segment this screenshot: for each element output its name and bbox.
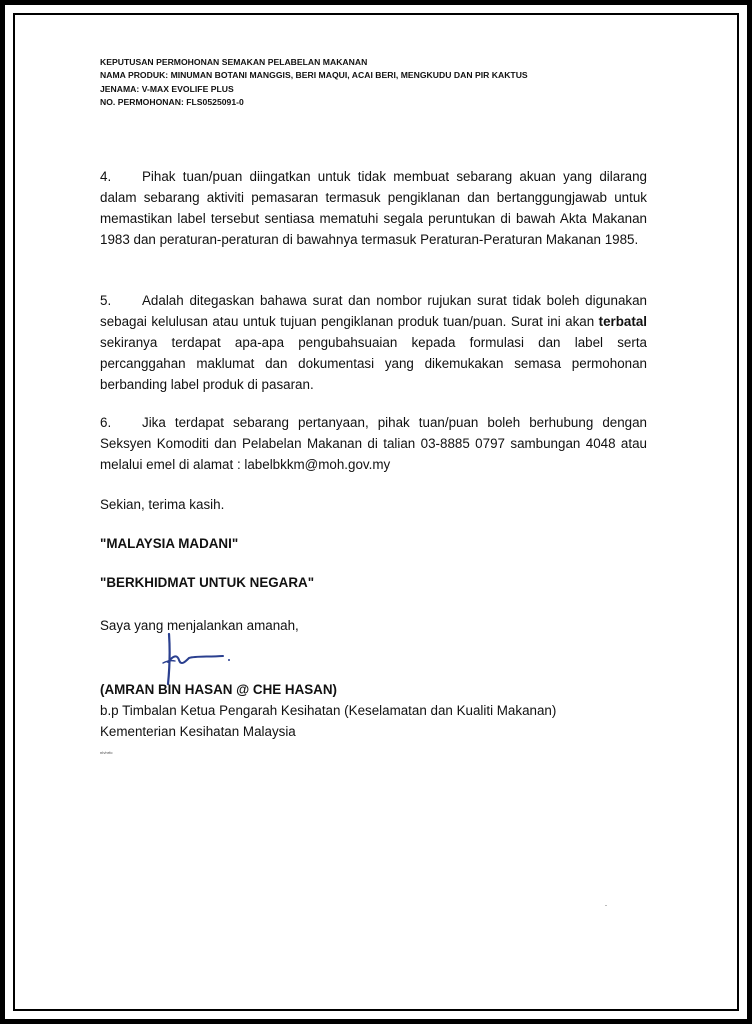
paragraph-5 bbox=[100, 290, 647, 395]
paragraph-number: 5. bbox=[100, 293, 112, 308]
closing-thanks: Sekian, terima kasih. bbox=[100, 497, 225, 512]
paragraph-6 bbox=[100, 412, 647, 475]
scan-speck bbox=[605, 905, 607, 906]
signatory-title: b.p Timbalan Ketua Pengarah Kesihatan (Keselamatan dan Kualiti Makanan) bbox=[100, 703, 557, 718]
paragraph-number: 4. bbox=[100, 169, 112, 184]
header-title: KEPUTUSAN PERMOHONAN SEMAKAN PELABELAN MAKANAN bbox=[100, 57, 368, 67]
signatory-name: (AMRAN BIN HASAN @ CHE HASAN) bbox=[100, 682, 337, 697]
closing-trust-line: Saya yang menjalankan amanah, bbox=[100, 618, 299, 633]
paragraph-text: Jika terdapat sebarang pertanyaan, pihak tuan/puan boleh berhubung dengan Seksyen Komoditi dan Pelabelan Makanan di talian 03-8885 0797 sambungan 4048 atau melalui emel di alamat : labelbkkm@moh.gov.my bbox=[100, 415, 647, 472]
motto-malaysia-madani: "MALAYSIA MADANI" bbox=[100, 536, 239, 551]
paragraph-text: Pihak tuan/puan diingatkan untuk tidak membuat sebarang akuan yang dilarang dalam sebarang aktiviti pemasaran termasuk pengiklanan dan bertanggungjawab untuk memastikan label tersebut sentiasa mematuhi segala peruntukan di bawah Akta Makanan 1983 dan peraturan-peraturan di bawahnya termasuk Peraturan-Peraturan Makanan 1985. bbox=[100, 169, 647, 247]
paragraph-text-continued: sekiranya terdapat apa-apa pengubahsuaian kepada formulasi dan label serta percanggahan maklumat dan dokumentasi yang dikemukakan semasa permohonan berbanding label produk di pasaran. bbox=[100, 335, 647, 392]
header-product-name: NAMA PRODUK: MINUMAN BOTANI MANGGIS, BERI MAQUI, ACAI BERI, MENGKUDU DAN PIR KAKTUS bbox=[100, 70, 528, 81]
signatory-block bbox=[100, 679, 556, 742]
reference-initials: nh/nrfo bbox=[100, 750, 113, 755]
paragraph-4 bbox=[100, 166, 647, 250]
header-application-number: NO. PERMOHONAN: FLS0525091-0 bbox=[100, 96, 244, 107]
paragraph-number: 6. bbox=[100, 415, 112, 430]
emphasis-void: terbatal bbox=[598, 314, 647, 329]
signatory-ministry: Kementerian Kesihatan Malaysia bbox=[100, 724, 296, 739]
letter-header bbox=[100, 56, 528, 109]
paragraph-text: Adalah ditegaskan bahawa surat dan nombor rujukan surat tidak boleh digunakan sebagai kelulusan atau untuk tujuan pengiklanan produk tuan/puan. Surat ini akan bbox=[100, 293, 647, 329]
motto-berkhidmat: "BERKHIDMAT UNTUK NEGARA" bbox=[100, 575, 315, 590]
header-brand: JENAMA: V-MAX EVOLIFE PLUS bbox=[100, 83, 234, 94]
